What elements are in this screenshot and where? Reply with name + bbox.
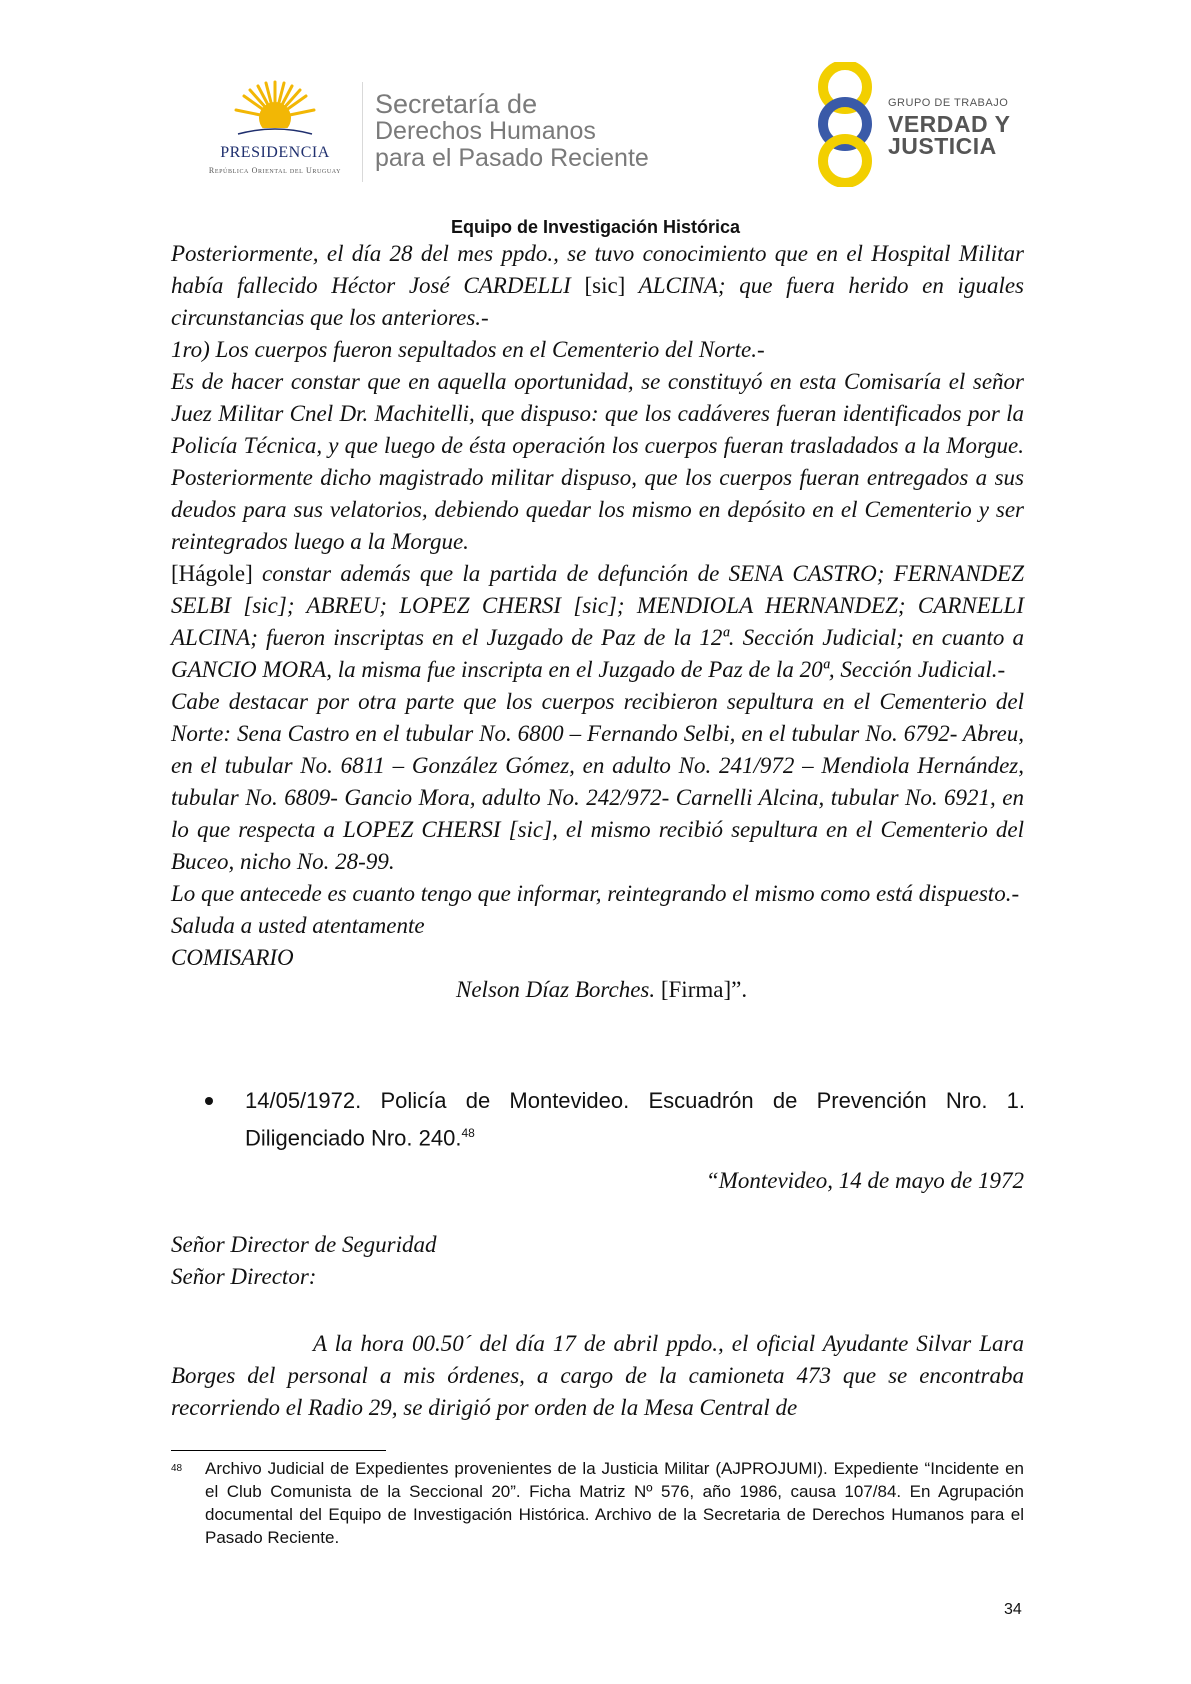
secretaria-line-2: Derechos Humanos xyxy=(375,117,596,145)
paragraph: Es de hacer constar que en aquella oportunidad, se constituyó en esta Comisaría el señor Juez Militar Cnel Dr. Machitelli, que dispuso: que los cadáveres fueran identificados por la Policía Técnica, y que luego de ésta operación los cuerpos fueran trasladados a la Morgue. Posteriormente dicho magistrado militar dispuso, que los cuerpos fueran entregados a sus deudos para sus velatorios, debiendo quedar los mismo en depósito en el Cementerio y ser reintegrados luego a la Morgue. xyxy=(171,369,1024,554)
secretaria-line-1: Secretaría de xyxy=(375,89,538,119)
secretaria-line-3: para el Pasado Reciente xyxy=(375,144,649,172)
secretaria-logo-text xyxy=(375,90,649,172)
sun-emblem-icon xyxy=(230,78,320,140)
paragraph: [Hágole] constar además que la partida de defunción de SENA CASTRO; FERNANDEZ SELBI [sic]; ABREU; LOPEZ CHERSI [sic]; MENDIOLA HERNANDEZ; CARNELLI ALCINA; fueron inscriptas en el Juzgado de Paz de la 12ª. Sección Judicial; en cuanto a GANCIO MORA, la misma fue inscripta en el Juzgado de Paz de la 20ª, Sección Judicial.- xyxy=(171,561,1024,682)
footnote-text: Archivo Judicial de Expedientes provenientes de la Justicia Militar (AJPROJUMI). Expediente “Incidente en el Club Comunista de la Seccional 20”. Ficha Matriz Nº 576, año 1986, causa 107/84. En Agrupación documental del Equipo de Investigación Histórica. Archivo de la Secretaria de Derechos Humanos para el Pasado Reciente. xyxy=(205,1459,1024,1547)
letter-salutation-1: Señor Director de Seguridad xyxy=(171,1232,437,1257)
footnote-number: 48 xyxy=(171,1463,183,1474)
grupo-trabajo-label: GRUPO DE TRABAJO xyxy=(888,97,1009,109)
closing-line: Saluda a usted atentamente xyxy=(171,913,425,938)
bullet-icon xyxy=(205,1097,213,1105)
closing-rank: COMISARIO xyxy=(171,945,294,970)
letter-date: “Montevideo, 14 de mayo de 1972 xyxy=(705,1168,1024,1193)
paragraph: 1ro) Los cuerpos fueron sepultados en el Cementerio del Norte.- xyxy=(171,337,765,362)
presidencia-logo xyxy=(195,78,355,188)
quoted-report-body xyxy=(171,238,1024,1006)
presidencia-subtitle: República Oriental del Uruguay xyxy=(208,166,342,175)
signature-line: Nelson Díaz Borches. [Firma]”. xyxy=(456,977,748,1002)
document-entry xyxy=(205,1085,1025,1154)
header-divider xyxy=(362,82,363,182)
footnote-separator xyxy=(171,1450,386,1451)
page-number: 34 xyxy=(1004,1601,1022,1618)
letter-body: A la hora 00.50´ del día 17 de abril ppdo., el oficial Ayudante Silvar Lara Borges del personal a mis órdenes, a cargo de la camioneta 473 que se encontraba recorriendo el Radio 29, se dirigió por orden de la Mesa Central de xyxy=(171,1331,1024,1420)
letter-salutation-2: Señor Director: xyxy=(171,1264,317,1289)
page-header xyxy=(0,0,1191,210)
footnote-ref[interactable]: 48 xyxy=(461,1126,475,1140)
verdad-label: VERDAD Y xyxy=(888,111,1011,137)
footnote xyxy=(171,1457,1024,1549)
paragraph: Posteriormente, el día 28 del mes ppdo., se tuvo conocimiento que en el Hospital Militar había fallecido Héctor José CARDELLI [sic] ALCINA; que fuera herido en iguales circunstancias que los anteriores.- xyxy=(171,241,1024,330)
paragraph: Lo que antecede es cuanto tengo que informar, reintegrando el mismo como está dispuesto.- xyxy=(171,881,1020,906)
entry-text: 14/05/1972. Policía de Montevideo. Escuadrón de Prevención Nro. 1. Diligenciado Nro. 240.48 xyxy=(245,1088,1025,1151)
paragraph: Cabe destacar por otra parte que los cuerpos recibieron sepultura en el Cementerio del Norte: Sena Castro en el tubular No. 6800 – Fernando Selbi, en el tubular No. 6792- Abreu, en el tubular No. 6811 – González Gómez, en adulto No. 241/972 – Mendiola Hernández, tubular No. 6809- Gancio Mora, adulto No. 242/972- Carnelli Alcina, tubular No. 6921, en lo que respecta a LOPEZ CHERSI [sic], el mismo recibió sepultura en el Cementerio del Buceo, nicho No. 28-99. xyxy=(171,689,1024,874)
presidencia-name: PRESIDENCIA xyxy=(220,144,330,161)
interlinked-rings-icon xyxy=(810,62,880,187)
verdad-justicia-logo xyxy=(810,62,1040,187)
justicia-label: JUSTICIA xyxy=(888,133,997,159)
section-title: Equipo de Investigación Histórica xyxy=(450,217,741,237)
